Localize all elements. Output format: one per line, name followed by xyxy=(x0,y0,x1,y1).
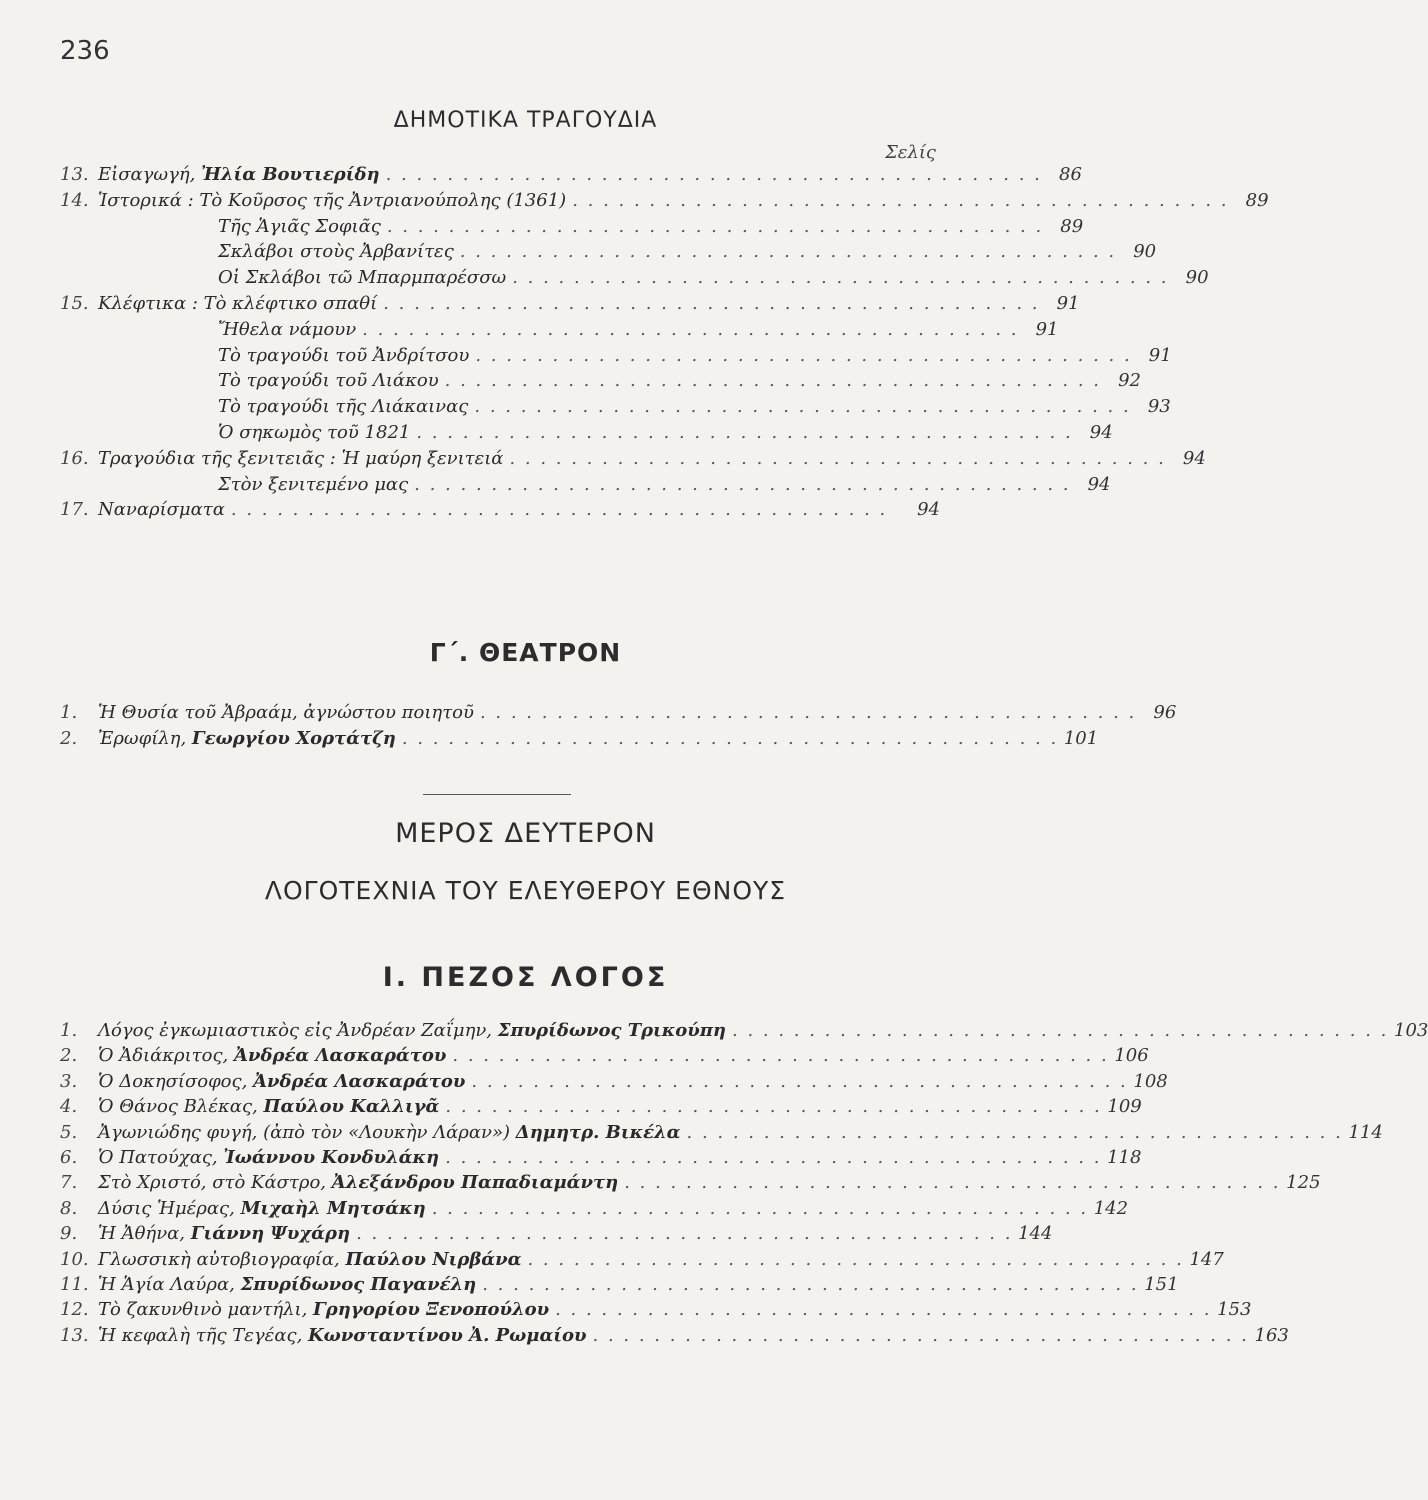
dot-leader xyxy=(471,1069,1127,1094)
entry-title-text: Ἀγωνιώδης φυγή, (ἀπὸ τὸν «Λουκὴν Λάραν») xyxy=(98,1121,516,1143)
dot-leader xyxy=(383,291,1039,317)
entry-number: 13. xyxy=(60,164,89,185)
entry-title xyxy=(98,1120,687,1145)
entry-title xyxy=(98,1094,445,1119)
entry-title-text: Ἡ Ἀθήνα, xyxy=(98,1223,191,1245)
entry-title-text: Ἡ κεφαλὴ τῆς Τεγέας, xyxy=(98,1324,309,1346)
entry-page: 91 xyxy=(1056,292,1080,314)
entry-title xyxy=(98,1297,555,1322)
entry-page: 91 xyxy=(1148,344,1172,366)
toc-entry xyxy=(60,1043,1149,1068)
entry-page: 147 xyxy=(1189,1248,1224,1270)
dot-leader xyxy=(527,1247,1183,1272)
toc-entry xyxy=(60,214,1084,240)
entry-title-text: Ὁ Ἀδιάκριτος, xyxy=(98,1045,235,1067)
toc-entry xyxy=(60,188,1269,214)
entry-title xyxy=(98,317,362,343)
toc-entry xyxy=(60,317,1059,343)
toc-entry xyxy=(60,1018,1428,1043)
dot-leader xyxy=(624,1170,1280,1195)
part-two-heading: ΜΕΡΟΣ ΔΕΥΤΕΡΟΝ xyxy=(395,818,656,849)
entry-title-text: Ὁ σηκωμὸς τοῦ 1821 xyxy=(218,421,411,443)
toc-entry xyxy=(60,497,940,523)
entry-page: 90 xyxy=(1185,267,1209,289)
toc-entry xyxy=(60,1247,1224,1272)
entry-number: 8. xyxy=(60,1197,78,1219)
entry-title-text: Ὁ Δοκησίσοφος, xyxy=(98,1070,254,1092)
entry-page: 151 xyxy=(1144,1273,1179,1295)
toc-entry xyxy=(60,239,1157,265)
entry-title-text: Ἐρωφίλη, xyxy=(98,727,192,749)
entry-page: 103 xyxy=(1394,1020,1428,1041)
entry-title-text: Στὸ Χριστό, στὸ Κάστρο, xyxy=(98,1172,332,1194)
dot-leader xyxy=(475,343,1131,369)
entry-number: 7. xyxy=(60,1172,78,1194)
entry-number: 2. xyxy=(60,727,78,749)
entry-page: 114 xyxy=(1348,1121,1383,1143)
toc-entry xyxy=(60,265,1209,291)
entry-title-text: Ἡ Ἁγία Λαύρα, xyxy=(98,1273,241,1295)
entry-number: 4. xyxy=(60,1096,78,1118)
entry-page: 109 xyxy=(1107,1096,1142,1118)
entry-title xyxy=(98,1170,624,1195)
entry-title xyxy=(98,1069,471,1094)
dot-leader xyxy=(356,1221,1012,1246)
dot-leader xyxy=(402,726,1058,752)
entry-title xyxy=(98,1272,482,1297)
entry-page: 86 xyxy=(1059,164,1082,185)
entry-author: Ἀλεξάνδρου Παπαδιαμάντη xyxy=(331,1172,619,1194)
toc-entry xyxy=(60,368,1142,394)
dot-leader xyxy=(460,239,1116,265)
toc-entry xyxy=(60,1221,1053,1246)
dot-leader xyxy=(414,472,1070,498)
entry-title xyxy=(98,1221,356,1246)
entry-number: 1. xyxy=(60,1020,78,1041)
entry-author: Κωνσταντίνου Ἀ. Ρωμαίου xyxy=(308,1324,587,1346)
dot-leader xyxy=(445,368,1101,394)
entry-title-text: Ὁ Θάνος Βλέκας, xyxy=(98,1096,264,1118)
entry-title xyxy=(98,368,445,394)
entry-number: 6. xyxy=(60,1146,78,1168)
entry-page: 125 xyxy=(1286,1172,1321,1194)
entry-title-text: Ἡ Θυσία τοῦ Ἀβραάμ, ἀγνώστου ποιητοῦ xyxy=(98,702,474,723)
entry-number: 1. xyxy=(60,702,78,723)
entry-title-text: Κλέφτικα : Τὸ κλέφτικο σπαθί xyxy=(98,292,378,314)
entry-title xyxy=(98,1018,732,1043)
entry-number: 2. xyxy=(60,1045,78,1067)
entry-number: 14. xyxy=(60,189,89,211)
entry-title xyxy=(98,162,386,188)
entry-author: Παύλου Καλλιγᾶ xyxy=(263,1096,440,1118)
entry-page: 108 xyxy=(1133,1070,1168,1092)
dot-leader xyxy=(512,265,1168,291)
entry-page: 144 xyxy=(1018,1223,1053,1245)
entry-page: 94 xyxy=(1182,447,1206,469)
entry-number: 16. xyxy=(60,447,89,469)
toc-entry xyxy=(60,1069,1168,1094)
toc-entry xyxy=(60,446,1206,472)
entry-title-text: Ὁ Πατούχας, xyxy=(98,1146,224,1168)
dot-leader xyxy=(555,1297,1211,1322)
dot-leader xyxy=(432,1196,1088,1221)
entry-title xyxy=(98,1196,432,1221)
entry-title xyxy=(98,343,475,369)
dot-leader xyxy=(445,1145,1101,1170)
dot-leader xyxy=(572,188,1228,214)
entry-author: Παύλου Νιρβάνα xyxy=(345,1248,522,1270)
entry-title xyxy=(98,726,402,752)
dot-leader xyxy=(231,497,900,523)
entry-number: 9. xyxy=(60,1223,78,1245)
entry-author: Ἀνδρέα Λασκαράτου xyxy=(234,1045,447,1067)
toc-entry xyxy=(60,472,1111,498)
entry-title xyxy=(98,497,231,523)
entry-author: Δημητρ. Βικέλα xyxy=(515,1121,681,1143)
section-heading-prose: Ι. ΠΕΖΟΣ ΛΟΓΟΣ xyxy=(382,962,669,993)
dot-leader xyxy=(474,394,1130,420)
dot-leader xyxy=(593,1323,1249,1348)
toc-entry xyxy=(60,726,1099,752)
entry-title-text: Τὸ τραγούδι τοῦ Ἀνδρίτσου xyxy=(218,344,470,366)
dot-leader xyxy=(732,1018,1388,1043)
toc-entry xyxy=(60,394,1171,420)
entry-title xyxy=(98,1043,452,1068)
entry-number: 5. xyxy=(60,1121,78,1143)
entry-title xyxy=(98,188,572,214)
entry-title-text: Ἤθελα νάμουν xyxy=(218,318,357,340)
entry-page: 163 xyxy=(1254,1324,1289,1346)
toc-entry xyxy=(60,162,1082,188)
entry-title-text: Ἱστορικά : Τὸ Κοῦρσος τῆς Ἀντριανούπολης (1361) xyxy=(98,189,567,211)
entry-title-text: Τραγούδια τῆς ξενιτειᾶς : Ἡ μαύρη ξενιτειά xyxy=(98,447,504,469)
dot-leader xyxy=(687,1120,1343,1145)
entry-author: Μιχαὴλ Μητσάκη xyxy=(240,1197,426,1219)
entry-title xyxy=(98,1145,445,1170)
toc-entry xyxy=(60,1120,1383,1145)
entry-title xyxy=(98,291,383,317)
dot-leader xyxy=(452,1043,1108,1068)
entry-author: Σπυρίδωνος Τρικούπη xyxy=(497,1020,727,1041)
toc-entry xyxy=(60,1170,1321,1195)
divider-rule xyxy=(423,794,571,795)
entry-page: 101 xyxy=(1063,727,1099,749)
dot-leader xyxy=(480,700,1136,726)
toc-entry xyxy=(60,420,1113,446)
entry-author: Γεωργίου Χορτάτζη xyxy=(191,727,396,749)
page-number: 236 xyxy=(60,36,110,66)
entry-page: 89 xyxy=(1245,189,1269,211)
toc-entry xyxy=(60,343,1172,369)
entry-number: 3. xyxy=(60,1070,78,1092)
entry-title-text: Τὸ τραγούδι τῆς Λιάκαινας xyxy=(218,396,469,418)
entry-page: 94 xyxy=(1089,421,1113,443)
entry-title-text: Τὸ ζακυνθινὸ μαντήλι, xyxy=(98,1299,314,1321)
entry-title-text: Λόγος ἐγκωμιαστικὸς εἰς Ἀνδρέαν Ζαΐμην, xyxy=(98,1020,498,1041)
entry-title xyxy=(98,394,474,420)
entry-author: Ἰωάννου Κονδυλάκη xyxy=(223,1146,440,1168)
entry-page: 90 xyxy=(1133,241,1157,263)
toc-entry xyxy=(60,1145,1142,1170)
entry-title-text: Δύσις Ἡμέρας, xyxy=(98,1197,241,1219)
toc-entry xyxy=(60,1323,1289,1348)
entry-title-text: Στὸν ξενιτεμένο μας xyxy=(218,473,409,495)
dot-leader xyxy=(509,446,1165,472)
entry-page: 153 xyxy=(1217,1299,1252,1321)
theatre-list xyxy=(60,700,1177,752)
entry-number: 12. xyxy=(60,1299,89,1321)
entry-title-text: Εἰσαγωγή, xyxy=(98,164,202,185)
entry-title xyxy=(98,1247,527,1272)
entry-page: 91 xyxy=(1035,318,1059,340)
section-heading-theatre: Γ΄. ΘΕΑΤΡΟΝ xyxy=(429,638,622,667)
toc-entry xyxy=(60,1272,1179,1297)
entry-title-text: Οἱ Σκλάβοι τῶ Μπαρμπαρέσσω xyxy=(218,267,507,289)
toc-entry xyxy=(60,700,1177,726)
prose-list xyxy=(60,1018,1428,1348)
toc-entry xyxy=(60,1094,1142,1119)
entry-page: 93 xyxy=(1147,396,1171,418)
entry-number: 11. xyxy=(60,1273,89,1295)
entry-title-text: Σκλάβοι στοὺς Ἀρβανίτες xyxy=(218,241,454,263)
dot-leader xyxy=(416,420,1072,446)
toc-entry xyxy=(60,1196,1129,1221)
entry-title-text: Ναναρίσματα xyxy=(98,499,225,521)
entry-title xyxy=(98,700,480,726)
dot-leader xyxy=(386,162,1042,188)
dot-leader xyxy=(362,317,1018,343)
folk-songs-list xyxy=(60,162,1269,523)
page-column-label: Σελίς xyxy=(885,142,936,163)
entry-title xyxy=(98,265,512,291)
entry-title xyxy=(98,239,460,265)
entry-title-text: Τὸ τραγούδι τοῦ Λιάκου xyxy=(218,370,439,392)
entry-page: 94 xyxy=(917,499,940,521)
dot-leader xyxy=(482,1272,1138,1297)
dot-leader xyxy=(387,214,1043,240)
dot-leader xyxy=(445,1094,1101,1119)
entry-title xyxy=(98,1323,593,1348)
entry-number: 10. xyxy=(60,1248,89,1270)
entry-title-text: Τῆς Ἁγιᾶς Σοφιᾶς xyxy=(218,215,381,237)
section-heading-folk-songs: ΔΗΜΟΤΙΚΑ ΤΡΑΓΟΥΔΙΑ xyxy=(393,108,658,133)
entry-author: Γρηγορίου Ξενοπούλου xyxy=(313,1299,550,1321)
entry-page: 89 xyxy=(1060,215,1084,237)
entry-page: 118 xyxy=(1107,1146,1142,1168)
entry-page: 94 xyxy=(1087,473,1111,495)
entry-page: 106 xyxy=(1114,1045,1149,1067)
entry-author: Ἀνδρέα Λασκαράτου xyxy=(253,1070,466,1092)
part-two-subheading: ΛΟΓΟΤΕΧΝΙΑ ΤΟΥ ΕΛΕΥΘΕΡΟΥ ΕΘΝΟΥΣ xyxy=(264,876,787,905)
entry-author: Ἠλία Βουτιερίδη xyxy=(201,164,380,185)
entry-page: 92 xyxy=(1118,370,1142,392)
entry-page: 96 xyxy=(1153,702,1177,723)
entry-page: 142 xyxy=(1093,1197,1129,1219)
toc-entry xyxy=(60,1297,1252,1322)
entry-number: 15. xyxy=(60,292,89,314)
entry-title xyxy=(98,420,416,446)
entry-title xyxy=(98,214,387,240)
entry-number: 13. xyxy=(60,1324,89,1346)
entry-title xyxy=(98,446,509,472)
entry-author: Σπυρίδωνος Παγανέλη xyxy=(240,1273,477,1295)
toc-entry xyxy=(60,291,1080,317)
entry-author: Γιάννη Ψυχάρη xyxy=(190,1223,351,1245)
entry-number: 17. xyxy=(60,499,89,521)
entry-title xyxy=(98,472,414,498)
entry-title-text: Γλωσσικὴ αὐτοβιογραφία, xyxy=(98,1248,346,1270)
